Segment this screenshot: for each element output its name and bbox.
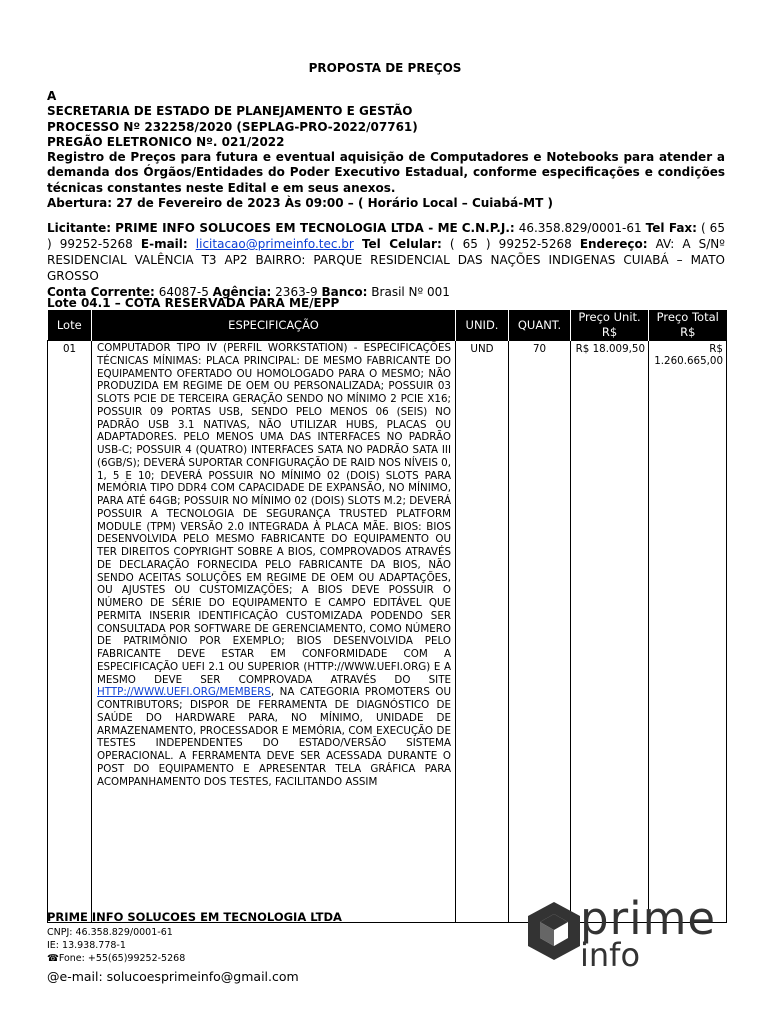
footer-company: PRIME INFO SOLUCOES EM TECNOLOGIA LTDA xyxy=(47,910,342,924)
fax-label: Tel Fax: xyxy=(645,221,697,235)
logo-sub-text: info xyxy=(580,936,641,974)
cnpj-value: 46.358.829/0001-61 xyxy=(518,221,642,235)
endereco-label: Endereço: xyxy=(579,237,648,251)
fax-value: ( 65 ) 99252-5268 xyxy=(47,221,725,251)
table-row xyxy=(48,341,727,923)
footer-cnpj: CNPJ: 46.358.829/0001-61 xyxy=(47,927,173,938)
footer-fone: ☎Fone: +55(65)99252-5268 xyxy=(47,953,186,964)
objeto: Registro de Preços para futura e eventual aquisição de Computadores e Notebooks para atender a demanda dos Órgãos/Entidades do Poder Executivo Estadual, conforme especificações e condições técnicas constantes neste Edital e em seus anexos. xyxy=(47,150,725,195)
lote-title: Lote 04.1 – COTA RESERVADA PARA ME/EPP xyxy=(47,296,340,310)
prime-info-logo xyxy=(526,892,726,982)
header-total-price: Preço Total R$ xyxy=(649,310,727,341)
endereco-value: AV: A S/Nº RESIDENCIAL VALÊNCIA T3 AP2 BAIRRO: PARQUE RESIDENCIAL DAS NAÇÕES INDIGENAS CUIABÁ – MATO GROSSO xyxy=(47,237,725,283)
items-table xyxy=(47,310,727,923)
footer-email: @e-mail: solucoesprimeinfo@gmail.com xyxy=(47,969,299,984)
licitante-label: Licitante: xyxy=(47,221,112,235)
addressee: A xyxy=(47,89,57,103)
abertura: Abertura: 27 de Fevereiro de 2023 Às 09:00 – ( Horário Local – Cuiabá-MT ) xyxy=(47,196,553,211)
table-header-row xyxy=(48,310,727,341)
cel-value: ( 65 ) 99252-5268 xyxy=(449,237,572,251)
cell-especificacao xyxy=(92,341,456,923)
cell-lote: 01 xyxy=(48,341,92,923)
agencia-label: Agência: xyxy=(212,285,272,299)
pregao: PREGÃO ELETRONICO Nº. 021/2022 xyxy=(47,134,285,149)
cnpj-label: C.N.P.J.: xyxy=(461,221,515,235)
document-title: PROPOSTA DE PREÇOS xyxy=(308,61,462,75)
footer-ie: IE: 13.938.778-1 xyxy=(47,940,126,951)
cell-unid: UND xyxy=(456,341,509,923)
cell-total-price: R$ 1.260.665,00 xyxy=(649,341,727,923)
conta-value: 64087-5 xyxy=(158,285,209,299)
conta-label: Conta Corrente: xyxy=(47,285,155,299)
banco-value: Brasil Nº 001 xyxy=(371,285,450,299)
spec-text-b: , NA CATEGORIA PROMOTERS OU CONTRIBUTORS; DISPOR DE FERRAMENTA DE DIAGNÓSTICO DE SAÚDE DO HARDWARE PARA, NO MÍNIMO, UNIDADE DE ARMAZENAMENTO, PROCESSADOR E MEMÓRIA, COM EXECUÇÃO DE TESTES INDEPENDENTES DO ESTADO/VERSÃO SISTEMA OPERACIONAL. A FERRAMENTA DEVE SER ACESSADA DURANTE O POST DO EQUIPAMENTO E APRESENTAR TELA GRÁFICA PARA ACOMPANHAMENTO DOS TESTES, FACILITANDO ASSIM xyxy=(97,686,451,788)
email-label: E-mail: xyxy=(140,237,188,251)
email-link[interactable]: licitacao@primeinfo.tec.br xyxy=(195,237,354,251)
cell-quant: 70 xyxy=(509,341,571,923)
logo-brand-text: prime xyxy=(580,892,717,945)
spec-link[interactable]: HTTP://WWW.UEFI.ORG/MEMBERS xyxy=(97,686,271,699)
cel-label: Tel Celular: xyxy=(361,237,442,251)
header-quant: QUANT. xyxy=(509,310,571,341)
licitante-name: PRIME INFO SOLUCOES EM TECNOLOGIA LTDA - ME xyxy=(115,221,458,235)
spec-text-a: COMPUTADOR TIPO IV (PERFIL WORKSTATION) - ESPECIFICAÇÕES TÉCNICAS MÍNIMAS: PLACA PRINCIPAL: DE MESMO FABRICANTE DO EQUIPAMENTO OFERTADO OU HOMOLOGADO PARA O MESMO; NÃO PRODUZIDA EM REGIME DE OEM OU PERSONALIZADA; POSSUIR 03 SLOTS PCIE DE TERCEIRA GERAÇÃO SENDO NO MÍNIMO 2 PCIE X16; POSSUIR 09 PORTAS USB, SENDO PELO MENOS 06 (SEIS) NO PADRÃO USB 3.1 NATIVAS, NÃO UTILIZAR HUBS, PLACAS OU ADAPTADORES. PELO MENOS UMA DAS INTERFACES NO PADRÃO USB-C; POSSUIR 4 (QUATRO) INTERFACES SATA NO PADRÃO SATA III (6GB/S); DEVERÁ SUPORTAR CONFIGURAÇÃO DE RAID NOS NÍVEIS 0, 1, 5 E 10; DEVERÁ POSSUIR NO MÍNIMO 02 (DOIS) SLOTS PARA MEMÓRIA TIPO DDR4 COM CAPACIDADE DE EXPANSÃO, NO MÍNIMO, PARA ATÉ 64GB; POSSUIR NO MÍNIMO 02 (DOIS) SLOTS M.2; DEVERÁ POSSUIR A TECNOLOGIA DE SEGURANÇA TRUSTED PLATFORM MODULE (TPM) VERSÃO 2.0 INTEGRADA À PLACA MÃE. BIOS: BIOS DESENVOLVIDA PELO MESMO FABRICANTE DO EQUIPAMENTO OU TER DIREITOS COPYRIGHT SOBRE A BIOS, COMPROVADOS ATRAVÉS DE DECLARAÇÃO FORNECIDA PELO FABRICANTE DA BIOS, NÃO SENDO ACEITAS SOLUÇÕES EM REGIME DE OEM OU ADAPTAÇÕES, OU AJUSTES OU CUSTOMIZAÇÕES; A BIOS DEVE POSSUIR O NÚMERO DE SÉRIE DO EQUIPAMENTO E CAMPO EDITÁVEL QUE PERMITA INSERIR IDENTIFICAÇÃO CUSTOMIZADA PODENDO SER CONSULTADA POR SOFTWARE DE GERENCIAMENTO, COMO NÚMERO DE PATRIMÔNIO POR EXEMPLO; BIOS DESENVOLVIDA PELO FABRICANTE DEVE ESTAR EM CONFORMIDADE COM A ESPECIFICAÇÃO UEFI 2.1 OU SUPERIOR (HTTP://WWW.UEFI.ORG) E A MESMO DEVE SER COMPROVADA ATRAVÉS DO SITE xyxy=(97,342,451,686)
header-lote: Lote xyxy=(48,310,92,341)
agencia-value: 2363-9 xyxy=(275,285,318,299)
secretaria: SECRETARIA DE ESTADO DE PLANEJAMENTO E GESTÃO xyxy=(47,104,413,119)
cube-icon xyxy=(526,900,582,962)
cell-unit-price: R$ 18.009,50 xyxy=(571,341,649,923)
processo: PROCESSO Nº 232258/2020 (SEPLAG-PRO-2022/07761) xyxy=(47,119,418,134)
banco-label: Banco: xyxy=(321,285,368,299)
header-unit-price: Preço Unit. R$ xyxy=(571,310,649,341)
header-especificacao: ESPECIFICAÇÃO xyxy=(92,310,456,341)
footer xyxy=(47,910,467,984)
licitante-block xyxy=(47,220,725,300)
header-unid: UNID. xyxy=(456,310,509,341)
proposal-header xyxy=(47,89,725,211)
